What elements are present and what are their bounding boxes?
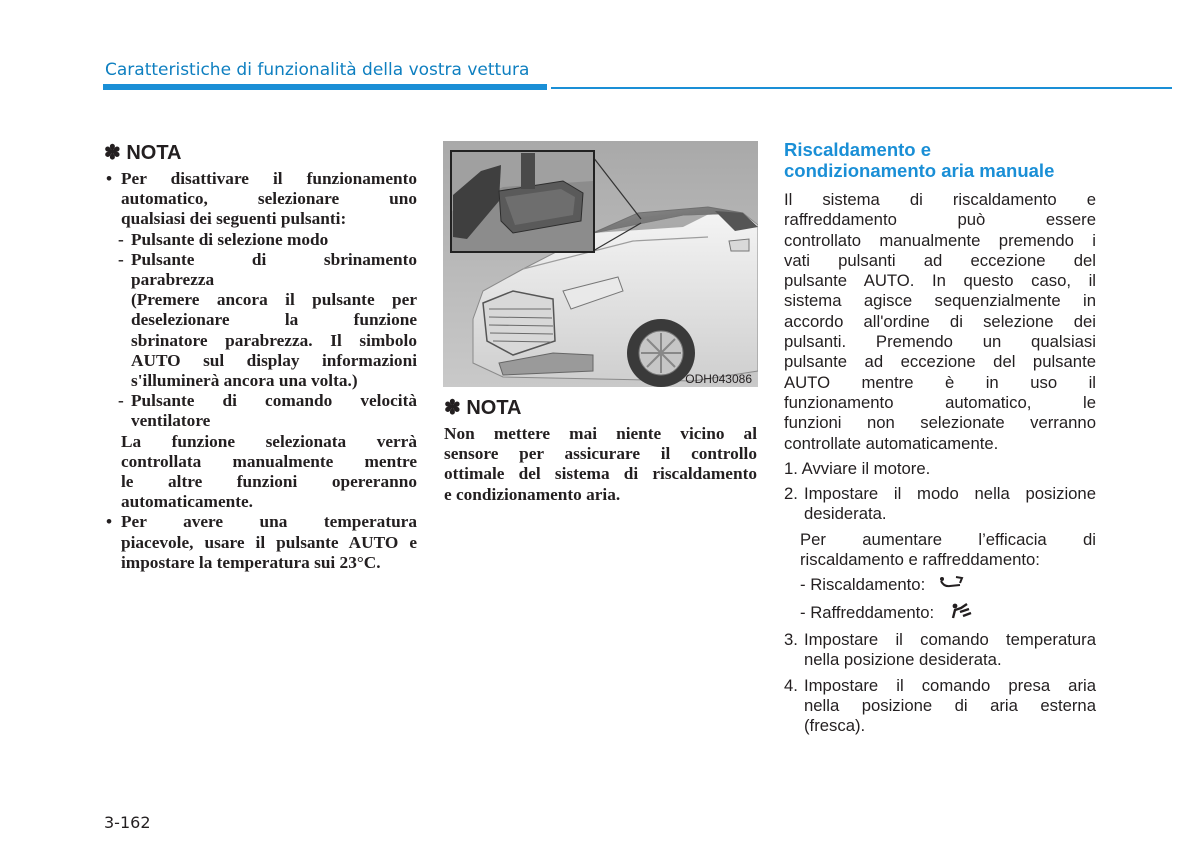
bullet-icon: • [106,512,113,532]
header-rule-thin [551,87,1172,89]
dash-item: - Pulsante di comando velocità ventilatore [118,391,417,431]
car-sensor-figure [443,141,758,387]
bullet-icon: • [106,169,113,188]
nota-heading-2: ✽ NOTA [444,397,522,419]
nota-body-2: Non mettere mai niente vicino al sensore per assicurare il controllo ottimale del sistema di riscaldamento e condizionamento aria. [444,424,757,504]
page-number: 3-162 [104,813,151,832]
step-4: 4. Impostare il comando presa aria nella posizione di aria esterna (fresca). [784,675,1096,736]
intro-paragraph: Il sistema di riscaldamento e raffreddamento può essere controllato manualmente premendo i vati pulsanti ad eccezione del pulsante AUTO. In questo caso, il sistema agisce sequenzialmente in accordo all'ordine di selezione dei pulsanti. Premendo un qualsiasi pulsante ad eccezione del pulsante AUTO mentre è in uso il funzionamento automatico, le funzioni non selezionate verranno controllate automaticamente. [784,190,1096,453]
nota-heading: ✽ NOTA [104,142,182,164]
dash-item: - Pulsante di sbrinamento parabrezza [118,249,417,290]
dash-item: - Pulsante di selezione modo [118,229,329,249]
step-1: 1. Avviare il motore. [784,458,931,478]
nota-body [104,169,417,573]
dash-note: (Premere ancora il pulsante per deselezionare la funzione sbrinatore parabrezza. Il simbolo AUTO sul display informazioni s'illuminerà ancora una volta.) [131,290,417,391]
step-2: 2. Impostare il modo nella posizione desiderata. [784,484,1096,524]
step-2-detail: Per aumentare l’efficacia di riscaldamento e raffreddamento: [800,529,1096,570]
bullet-item: • Per avere una temperatura piacevole, usare il pulsante AUTO e impostare la temperatura sui 23°C. [106,512,417,572]
section-title: Riscaldamento e condizionamento aria manuale [784,139,1055,181]
section-body [784,190,1096,736]
car-illustration [443,141,758,387]
floor-mode-icon [938,575,964,596]
step-3: 3. Impostare il comando temperatura nella posizione desiderata. [784,629,1096,670]
figure-code: ODH043086 [685,372,752,386]
header-rule-thick [103,84,547,90]
bullet-item: • Per disattivare il funzionamento automatico, selezionare uno qualsiasi dei seguenti pulsanti: [106,169,417,229]
running-header: Caratteristiche di funzionalità della vostra vettura [105,60,530,80]
cooling-mode-row: - Raffreddamento: [784,602,1096,625]
heating-mode-row: - Riscaldamento: [784,575,1096,596]
face-mode-icon [947,602,973,625]
nota-paragraph: La funzione selezionata verrà controllata manualmente mentre le altre funzioni opereranno automaticamente. [121,431,417,512]
